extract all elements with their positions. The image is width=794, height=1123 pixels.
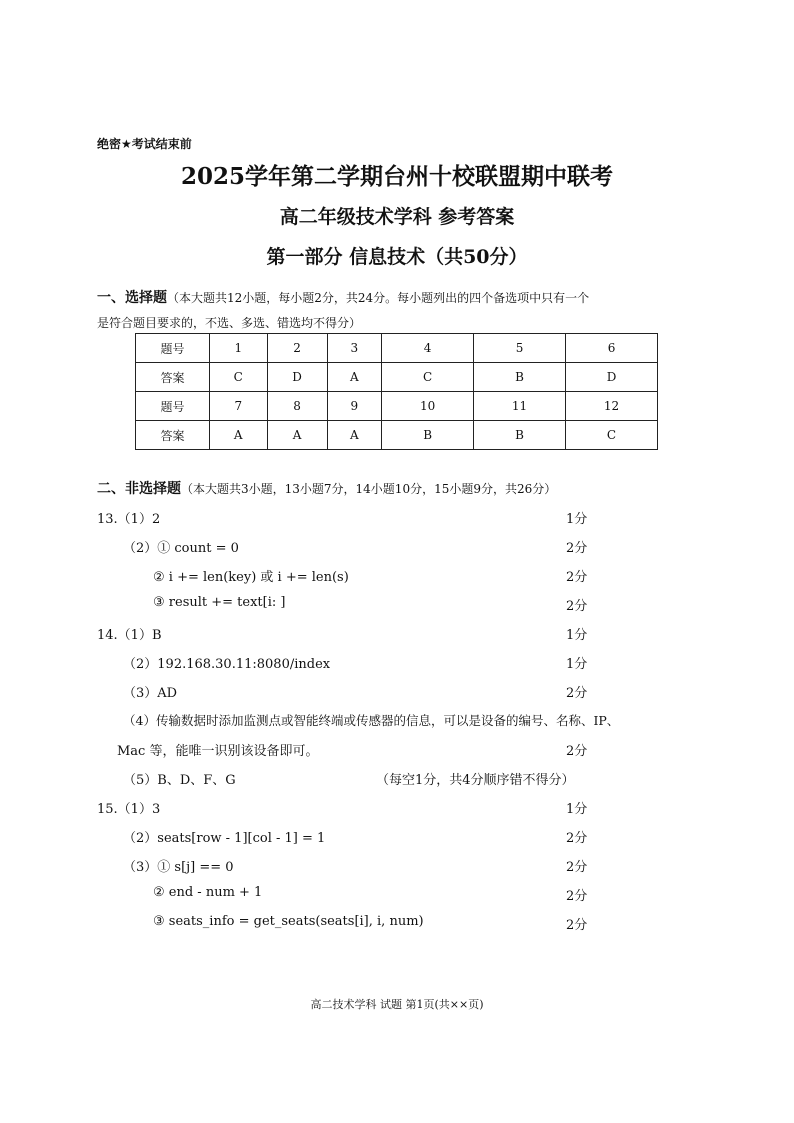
- table-cell: D: [267, 363, 327, 392]
- q15-score-1: 1分: [566, 802, 588, 817]
- row-label: 题号: [136, 392, 210, 421]
- q14-line-4: （4）传输数据时添加监测点或智能终端或传感器的信息，可以是设备的编号、名称、IP、: [123, 713, 620, 728]
- q13-line-4: ③ result += text[i: ]: [153, 595, 286, 610]
- exam-title: 2025学年第二学期台州十校联盟期中联考: [180, 163, 613, 190]
- q13-score-4: 2分: [566, 599, 588, 614]
- q15-line-5: ③ seats_info = get_seats(seats[i], i, num): [153, 914, 424, 929]
- table-row: [136, 392, 658, 421]
- q15-score-3: 2分: [566, 860, 588, 875]
- table-row: [136, 334, 658, 363]
- table-cell: 10: [382, 392, 474, 421]
- table-cell: 7: [210, 392, 268, 421]
- section2-heading-line: [97, 478, 556, 498]
- table-cell: 4: [382, 334, 474, 363]
- q13-score-3: 2分: [566, 570, 588, 585]
- row-label: 题号: [136, 334, 210, 363]
- q14-line-5: Mac 等，能唯一识别该设备即可。: [117, 744, 319, 759]
- table-cell: B: [474, 363, 566, 392]
- table-cell: 6: [566, 334, 658, 363]
- q14-score-5: 2分: [566, 744, 588, 759]
- q14-note-6: （每空1分，共4分顺序错不得分）: [376, 773, 575, 788]
- table-cell: 12: [566, 392, 658, 421]
- q14-line-3: （3）AD: [123, 686, 178, 701]
- q14-score-2: 1分: [566, 657, 588, 672]
- table-cell: A: [267, 421, 327, 450]
- table-cell: 3: [327, 334, 382, 363]
- table-cell: A: [210, 421, 268, 450]
- table-cell: C: [566, 421, 658, 450]
- row-label: 答案: [136, 363, 210, 392]
- q14-line-2: （2）192.168.30.11:8080/index: [123, 657, 331, 672]
- q14-line-1: 14.（1）B: [97, 628, 162, 643]
- table-cell: 8: [267, 392, 327, 421]
- table-cell: C: [210, 363, 268, 392]
- q15-line-1: 15.（1）3: [97, 802, 161, 817]
- section2-title: 二、非选择题: [97, 481, 181, 497]
- row-label: 答案: [136, 421, 210, 450]
- q15-line-3: （3）① s[j] == 0: [123, 860, 234, 875]
- page-footer: 高二技术学科 试题 第1页(共××页): [310, 998, 484, 1011]
- part-heading: 第一部分 信息技术（共50分）: [266, 246, 528, 268]
- section1-note-1: （本大题共12小题，每小题2分，共24分。每小题列出的四个备选项中只有一个: [167, 291, 590, 305]
- table-cell: A: [327, 421, 382, 450]
- table-cell: B: [382, 421, 474, 450]
- table-cell: 11: [474, 392, 566, 421]
- table-cell: 1: [210, 334, 268, 363]
- q15-score-5: 2分: [566, 918, 588, 933]
- q13-line-1: 13.（1）2: [97, 512, 161, 527]
- q15-score-2: 2分: [566, 831, 588, 846]
- answer-table: [135, 333, 658, 450]
- exam-subtitle: 高二年级技术学科 参考答案: [279, 206, 515, 228]
- q15-line-2: （2）seats[row - 1][col - 1] = 1: [123, 831, 326, 846]
- table-cell: B: [474, 421, 566, 450]
- q13-line-2: （2）① count = 0: [123, 541, 239, 556]
- section2-note: （本大题共3小题，13小题7分，14小题10分，15小题9分，共26分）: [181, 482, 557, 496]
- q14-line-6: （5）B、D、F、G: [123, 773, 236, 788]
- table-cell: 9: [327, 392, 382, 421]
- section1-note-line2: [97, 314, 361, 331]
- table-row: [136, 421, 658, 450]
- q15-line-4: ② end - num + 1: [153, 885, 263, 900]
- table-cell: C: [382, 363, 474, 392]
- q13-score-2: 2分: [566, 541, 588, 556]
- q14-score-3: 2分: [566, 686, 588, 701]
- table-cell: 5: [474, 334, 566, 363]
- table-cell: A: [327, 363, 382, 392]
- table-row: [136, 363, 658, 392]
- q14-score-1: 1分: [566, 628, 588, 643]
- q13-score-1: 1分: [566, 512, 588, 527]
- confidential-label: 绝密★考试结束前: [97, 137, 192, 151]
- table-cell: D: [566, 363, 658, 392]
- table-cell: 2: [267, 334, 327, 363]
- q15-score-4: 2分: [566, 889, 588, 904]
- section1-note-2: 是符合题目要求的，不选、多选、错选均不得分）: [97, 316, 362, 330]
- q13-line-3: ② i += len(key) 或 i += len(s): [153, 570, 349, 585]
- section1-title: 一、选择题: [97, 290, 167, 306]
- section1-heading-line: [97, 287, 589, 307]
